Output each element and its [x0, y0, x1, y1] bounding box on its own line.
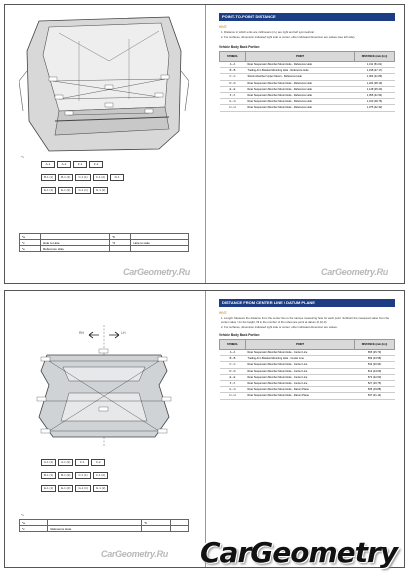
point-cell: Rear Suspension Member Mount Hole - Datum Plane: [246, 387, 355, 393]
figure-label: *1: [21, 513, 24, 517]
top-left-page: [5, 5, 206, 283]
hint-line: 1. Length: Measure the distance from the center line to the various measuring hole for each point. Subtract the measured value from the center value / for the height, fill in the number of the reference point at datum (0.10-0).: [221, 316, 390, 324]
legend-text: Reference Hole: [48, 526, 142, 532]
distance-cell: 1,055 (41.54): [355, 92, 395, 98]
table-row: [220, 393, 395, 399]
legend-key: *c: [20, 526, 48, 532]
point-cell: Rear Suspension Member Mount Hole - Reference Hole: [246, 105, 355, 111]
column-header: DISTANCE (mm (in.)): [355, 52, 395, 62]
watermark: CarGeometry.Ru: [101, 549, 168, 559]
code-row: [41, 459, 108, 466]
hint-label: HINT:: [219, 311, 227, 315]
table-header-row: [220, 52, 395, 62]
distance-cell: 1,224 (48.19): [355, 80, 395, 86]
point-cell: Rear Suspension Member Mount Hole - Reference Hole: [246, 62, 355, 68]
legend-key: *b: [142, 520, 170, 526]
code-cell: C-1 (1): [75, 472, 90, 479]
symbol-cell: F - F: [220, 92, 246, 98]
legend-text: Reference Hole: [41, 246, 110, 252]
distance-table: [219, 339, 395, 400]
column-header: SYMBOL: [220, 52, 246, 62]
legend-table: [19, 233, 189, 252]
watermark: CarGeometry.Ru: [123, 267, 190, 277]
hint-line: 2. For surfaces, dimension indicated right side or center, other indicated dimension are values (see left side).: [221, 35, 356, 39]
symbol-cell: E - E: [220, 374, 246, 380]
symbol-cell: H - H: [220, 105, 246, 111]
code-cell: A-2: [57, 161, 71, 168]
code-row: [41, 472, 108, 479]
symbol-cell: B - B: [220, 356, 246, 362]
table-row: [220, 105, 395, 111]
code-cell: E-1 (1): [41, 485, 56, 492]
symbol-cell: D - D: [220, 368, 246, 374]
legend-key: *a: [20, 234, 41, 240]
point-cell: Rear Suspension Member Mount Hole - Reference Hole: [246, 92, 355, 98]
code-cell: A-1: [41, 161, 55, 168]
code-row: [41, 161, 124, 168]
distance-cell: 1,198 (47.17): [355, 68, 395, 74]
legend-row: [20, 526, 189, 532]
symbol-cell: G - G: [220, 99, 246, 105]
code-cell: C-1 (2): [93, 472, 108, 479]
rh-label: RH: [79, 331, 85, 335]
table-caption: Vehicle Body Back Portion: [219, 333, 260, 337]
column-header: SYMBOL: [220, 340, 246, 350]
code-cell: A-1 (1): [41, 459, 56, 466]
code-row: [41, 485, 108, 492]
code-cell: F-1: [75, 459, 89, 466]
distance-cell: 527 (20.75): [355, 380, 395, 386]
distance-cell: 505 (19.88): [355, 387, 395, 393]
code-cell: A-1 (2): [58, 459, 73, 466]
legend-text: [131, 246, 189, 252]
bottom-left-page: [5, 291, 206, 567]
distance-table: [219, 51, 395, 112]
code-row: [41, 187, 124, 194]
point-cell: Rear Suspension Member Mount Hole - Center Line: [246, 374, 355, 380]
distance-cell: 1,311 (51.61): [355, 62, 395, 68]
point-cell: Rear Suspension Member Mount Hole - Datum Plane: [246, 393, 355, 399]
legend-key: *d: [110, 240, 131, 246]
distance-cell: 1,010 (39.76): [355, 99, 395, 105]
table-caption: Vehicle Body Back Portion: [219, 45, 260, 49]
distance-cell: 612 (24.09): [355, 368, 395, 374]
code-cell: F-2: [91, 459, 105, 466]
code-cell: F-2: [89, 161, 103, 168]
symbol-cell: D - D: [220, 80, 246, 86]
distance-cell: 1,075 (42.32): [355, 105, 395, 111]
distance-cell: 532 (20.94): [355, 362, 395, 368]
symbol-cell: A - A: [220, 62, 246, 68]
code-cell: G-1 (1): [75, 485, 91, 492]
column-header: POINT: [246, 52, 355, 62]
hint-label: HINT:: [219, 25, 227, 29]
legend-key: *c: [20, 240, 41, 246]
figure-label: *1: [21, 155, 24, 159]
section-title: POINT-TO-POINT DISTANCE: [219, 13, 395, 21]
table-body: [220, 62, 395, 112]
legend-row: [20, 246, 189, 252]
code-cell: D-1: [110, 174, 124, 181]
legend-text: Hole to Hole: [131, 240, 189, 246]
code-cell: G-1 (2): [93, 187, 109, 194]
point-cell: Rear Suspension Member Mount Hole - Center Line: [246, 362, 355, 368]
point-cell: Rear Suspension Member Mount Hole - Center Line: [246, 350, 355, 356]
code-cell: F-1: [73, 161, 87, 168]
column-header: POINT: [246, 340, 355, 350]
code-cell: B-1 (2): [58, 174, 73, 181]
legend-key: [110, 246, 131, 252]
legend-key: *a: [20, 520, 48, 526]
code-row: [41, 174, 124, 181]
symbol-cell: C - C: [220, 362, 246, 368]
point-cell: Rear Suspension Member Mount Hole - Center Line: [246, 368, 355, 374]
symbol-cell: H - H: [220, 393, 246, 399]
subframe-illustration: [19, 321, 189, 451]
distance-cell: 1,064 (41.89): [355, 74, 395, 80]
table-body: [220, 350, 395, 400]
code-cell: E-1 (1): [41, 187, 56, 194]
section-title: DISTANCE FROM CENTER LINE / DATUM PLANE: [219, 299, 395, 307]
point-cell: Trailing Arm Bracket Mounting Hole - Reference Hole: [246, 68, 355, 74]
code-cell: B-1 (1): [41, 174, 56, 181]
top-right-page: [205, 5, 404, 283]
point-cell: Rear Suspension Member Mount Hole - Reference Hole: [246, 86, 355, 92]
code-cell: G-1 (1): [75, 187, 91, 194]
top-page-spread: [4, 4, 405, 284]
legend-text: Hole to Hole: [41, 240, 110, 246]
point-cell: Rear Suspension Member Mount Hole - Reference Hole: [246, 99, 355, 105]
rear-body-illustration: [19, 11, 189, 157]
point-cell: Trailing Arm Bracket Mounting Hole - Center Line: [246, 356, 355, 362]
point-cell: Shock Absorber Upper Mount - Reference Hole: [246, 74, 355, 80]
distance-cell: 537 (21.14): [355, 393, 395, 399]
site-watermark-logo: CarGeometry: [200, 536, 398, 569]
table-header-row: [220, 340, 395, 350]
column-header: DISTANCE (mm (in.)): [355, 340, 395, 350]
lh-label: LH: [121, 331, 126, 335]
legend-text: [170, 526, 188, 532]
distance-cell: 574 (22.60): [355, 374, 395, 380]
watermark: CarGeometry.Ru: [321, 267, 388, 277]
legend-key: *e: [20, 246, 41, 252]
code-cell: E-1 (2): [58, 485, 73, 492]
code-table-top: [41, 161, 124, 196]
symbol-cell: G - G: [220, 387, 246, 393]
bottom-right-page: [205, 291, 404, 567]
symbol-cell: C - C: [220, 74, 246, 80]
point-cell: Rear Suspension Member Mount Hole - Reference Hole: [246, 80, 355, 86]
distance-cell: 1,148 (45.20): [355, 86, 395, 92]
code-cell: G-1 (2): [93, 485, 109, 492]
bottom-page-spread: [4, 290, 405, 568]
hint-line: 1. Distance in which units are millimeters (in.) are right and left symmetrical.: [221, 30, 315, 34]
code-table-bottom: [41, 459, 108, 494]
code-cell: C-1 (1): [75, 174, 90, 181]
legend-key: *b: [110, 234, 131, 240]
code-cell: B-1 (1): [41, 472, 56, 479]
hint-line: 2. For surfaces, dimension indicated right side or center, other indicated dimension are values.: [221, 325, 338, 329]
code-cell: C-1 (2): [93, 174, 108, 181]
code-cell: E-1 (2): [58, 187, 73, 194]
point-cell: Rear Suspension Member Mount Hole - Center Line: [246, 380, 355, 386]
symbol-cell: E - E: [220, 86, 246, 92]
legend-table: [19, 519, 189, 532]
symbol-cell: B - B: [220, 68, 246, 74]
symbol-cell: F - F: [220, 380, 246, 386]
distance-cell: 599 (23.58): [355, 356, 395, 362]
distance-cell: 655 (25.79): [355, 350, 395, 356]
code-cell: B-1 (2): [58, 472, 73, 479]
symbol-cell: A - A: [220, 350, 246, 356]
legend-key: [142, 526, 170, 532]
